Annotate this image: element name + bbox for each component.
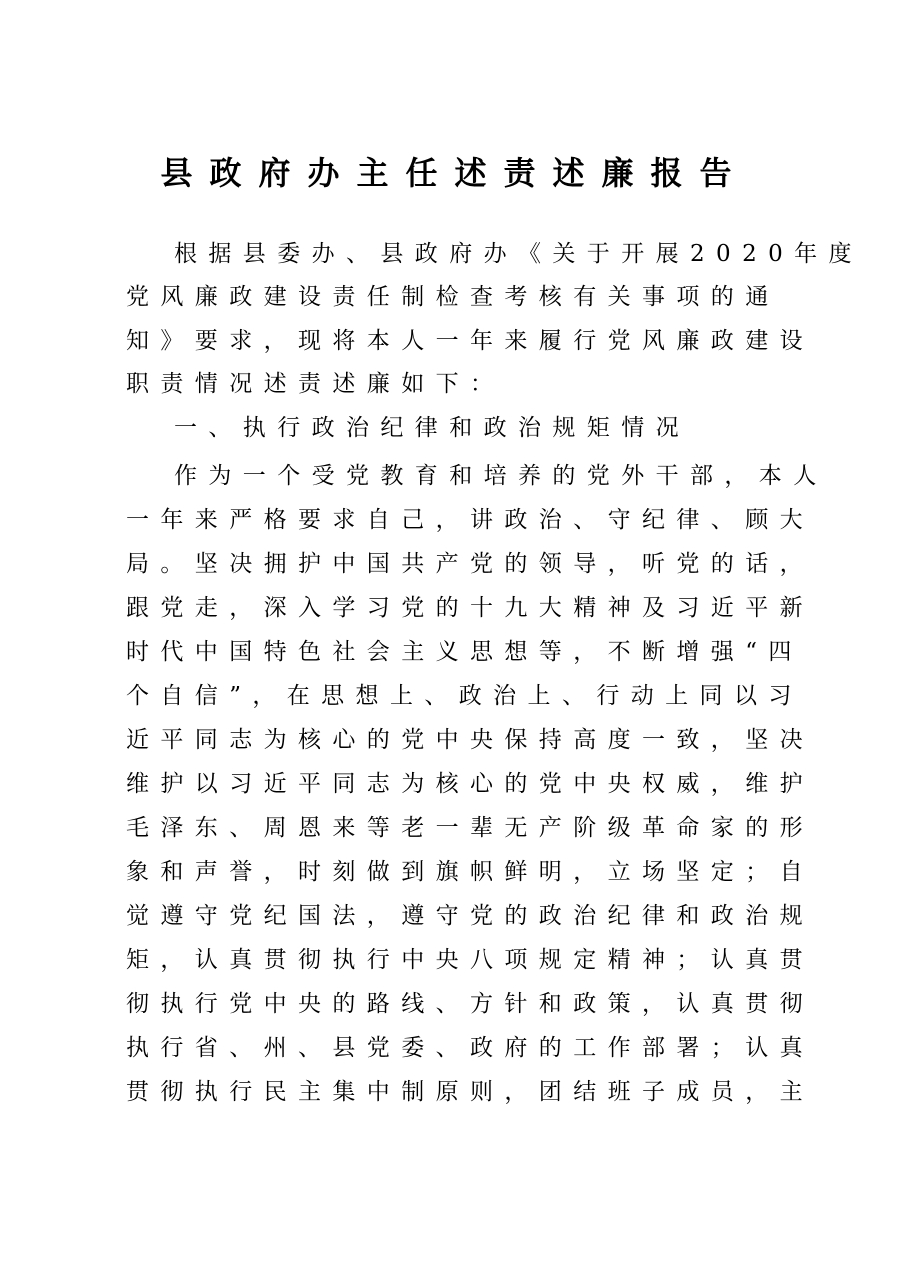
- paragraph-line: 彻执行党中央的路线、方针和政策，认真贯彻: [126, 991, 814, 1017]
- paragraph-line: 知》要求，现将本人一年来履行党风廉政建设: [126, 328, 814, 354]
- paragraph-line: 维护以习近平同志为核心的党中央权威，维护: [126, 771, 814, 797]
- paragraph-line: 近平同志为核心的党中央保持高度一致，坚决: [126, 727, 814, 753]
- paragraph-line: 毛泽东、周恩来等老一辈无产阶级革命家的形: [126, 815, 814, 841]
- document-title: 县政府办主任述责述廉报告: [160, 154, 749, 192]
- paragraph-line: 党风廉政建设责任制检查考核有关事项的通: [126, 284, 780, 310]
- paragraph-line: 矩，认真贯彻执行中央八项规定精神；认真贯: [126, 947, 814, 973]
- paragraph-line: 觉遵守党纪国法，遵守党的政治纪律和政治规: [126, 903, 814, 929]
- paragraph-line: 贯彻执行民主集中制原则，团结班子成员，主: [126, 1079, 814, 1105]
- paragraph-line: 跟党走，深入学习党的十九大精神及习近平新: [126, 595, 814, 621]
- paragraph-line: 执行省、州、县党委、政府的工作部署；认真: [126, 1035, 814, 1061]
- paragraph-line: 根据县委办、县政府办《关于开展2020年度: [174, 241, 863, 267]
- paragraph-line: 个自信”，在思想上、政治上、行动上同以习: [126, 683, 803, 709]
- paragraph-line: 职责情况述责述廉如下：: [126, 371, 505, 397]
- paragraph-line: 象和声誉，时刻做到旗帜鲜明，立场坚定；自: [126, 859, 814, 885]
- paragraph-line: 作为一个受党教育和培养的党外干部，本人: [174, 463, 828, 489]
- paragraph-line: 局。坚决拥护中国共产党的领导，听党的话，: [126, 551, 814, 577]
- section-heading: 一、执行政治纪律和政治规矩情况: [174, 415, 690, 441]
- paragraph-line: 时代中国特色社会主义思想等，不断增强“四: [126, 639, 803, 665]
- paragraph-line: 一年来严格要求自己，讲政治、守纪律、顾大: [126, 507, 814, 533]
